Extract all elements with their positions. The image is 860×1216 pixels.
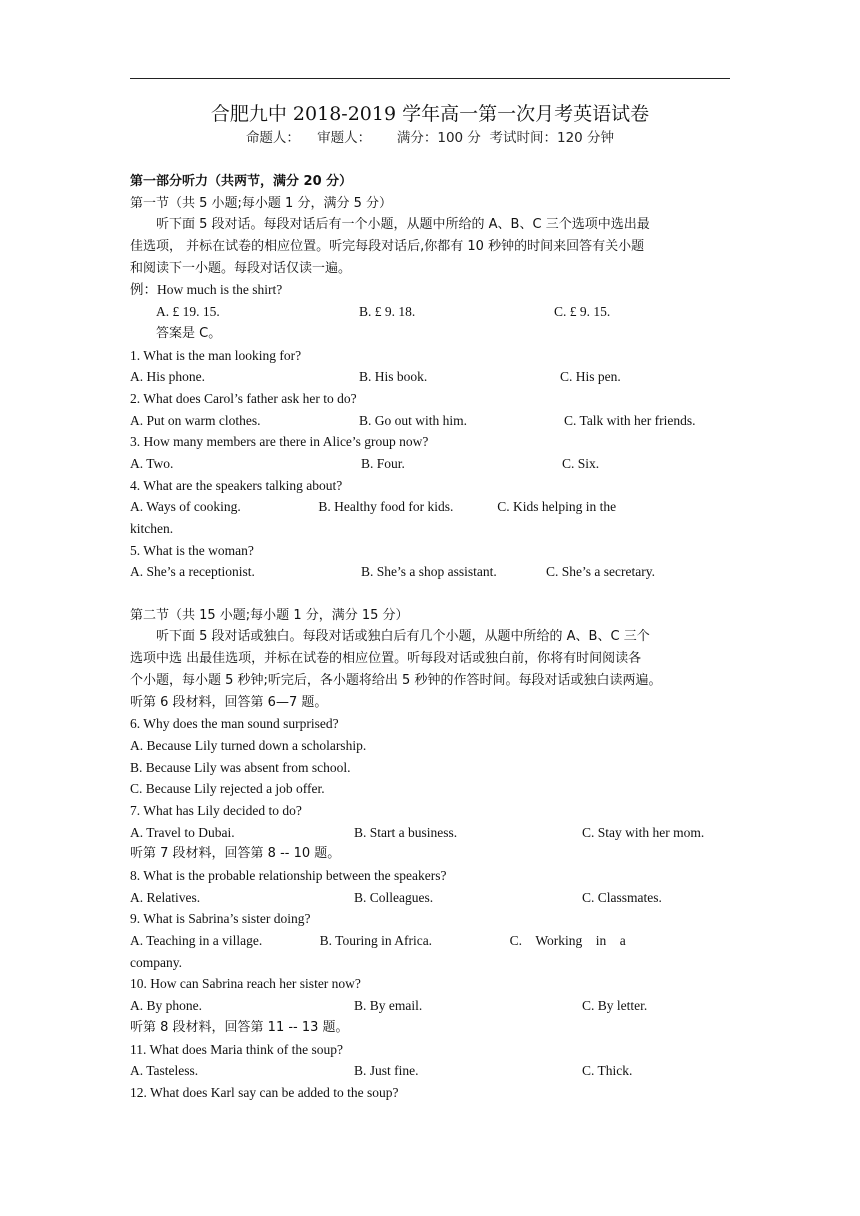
option-c: C. Talk with her friends. [564,412,696,428]
question: 2. What does Carol’s father ask her to do? [130,390,357,406]
section1-instruction-line: 和阅读下一小题。每段对话仅读一遍。 [130,260,352,276]
question-options: A. Teaching in a village. B. Touring in Africa. C. Working in a [130,933,626,949]
header-rule [130,78,730,79]
section1-heading: 第一节（共 5 小题;每小题 1 分，满分 5 分） [130,195,392,211]
question: 12. What does Karl say can be added to the soup? [130,1084,399,1100]
question-options-continued: company. [130,954,182,970]
option-a: A. His phone. [130,369,205,385]
question-options: A. Ways of cooking. B. Healthy food for kids. C. Kids helping in the [130,499,617,515]
option-c: C. His pen. [560,369,621,385]
section2-heading: 第二节（共 15 小题;每小题 1 分，满分 15 分） [130,607,409,623]
option-c: C. Stay with her mom. [582,824,705,840]
option-a: A. Because Lily turned down a scholarship. [130,737,367,753]
option-b: B. Start a business. [354,824,458,840]
option-a: A. Two. [130,455,174,471]
option-a: A. By phone. [130,998,202,1014]
option-c: C. Thick. [582,1063,633,1079]
option-c: C. £ 9. 15. [554,304,611,320]
question-options [130,887,730,909]
option-c: C. Classmates. [582,889,662,905]
option-c: C. Because Lily rejected a job offer. [130,781,325,797]
exam-subtitle: 命题人： 审题人： 满分：100 分 考试时间：120 分钟 [245,130,615,146]
option-b: B. Four. [361,455,405,471]
spacer [130,583,730,605]
option-b: B. Just fine. [354,1063,419,1079]
option-b: B. By email. [354,998,423,1014]
material-note: 听第 7 段材料，回答第 8 -- 10 题。 [130,846,341,862]
question: 11. What does Maria think of the soup? [130,1041,343,1057]
option-a: A. Travel to Dubai. [130,824,235,840]
question-options [130,366,730,388]
option-c: C. Six. [562,455,600,471]
option-a: A. £ 19. 15. [156,304,220,320]
section2-instruction-line: 选项中选 出最佳选项，并标在试卷的相应位置。听每段对话或独白前，你将有时间阅读各 [130,651,642,667]
question: 10. How can Sabrina reach her sister now? [130,976,361,992]
example-question: 例：How much is the shirt? [130,282,283,298]
option-b: B. Go out with him. [359,412,468,428]
option-b: B. She’s a shop assistant. [361,564,497,580]
question: 8. What is the probable relationship between the speakers? [130,868,447,883]
question: 6. Why does the man sound surprised? [130,716,339,732]
option-b: B. Colleagues. [354,889,434,905]
option-a: A. Tasteless. [130,1063,199,1079]
question: 5. What is the woman? [130,542,254,558]
option-b: B. £ 9. 18. [359,304,416,320]
section2-instruction-line: 个小题，每小题 5 秒钟;听完后，各小题将给出 5 秒钟的作答时间。每段对话或独白读两遍。 [130,672,662,688]
question: 7. What has Lily decided to do? [130,802,302,818]
question: 4. What are the speakers talking about? [130,477,343,493]
part1-heading: 第一部分听力（共两节，满分 20 分） [130,174,353,189]
question-options-continued: kitchen. [130,521,174,536]
example-options [130,301,730,323]
material-note: 听第 8 段材料，回答第 11 -- 13 题。 [130,1019,349,1035]
option-c: C. She’s a secretary. [546,564,655,580]
material-note: 听第 6 段材料，回答第 6—7 题。 [130,694,328,710]
question: 3. How many members are there in Alice’s group now? [130,434,429,450]
question: 9. What is Sabrina’s sister doing? [130,911,311,927]
option-a: A. Relatives. [130,889,201,905]
option-c: C. By letter. [582,998,648,1014]
option-b: B. Because Lily was absent from school. [130,759,351,775]
section1-instruction-line: 佳选项， 并标在试卷的相应位置。听完每段对话后,你都有 10 秒钟的时间来回答有关小题 [130,239,645,255]
section2-instruction-line: 听下面 5 段对话或独白。每段对话或独白后有几个小题，从题中所给的 A、B、C 三个 [156,629,650,645]
option-b: B. His book. [359,369,428,385]
option-a: A. She’s a receptionist. [130,564,255,580]
question-options [130,1060,730,1082]
option-a: A. Put on warm clothes. [130,412,261,428]
exam-title: 合肥九中 2018-2019 学年高一第一次月考英语试卷 [210,103,650,125]
question-options [130,410,730,432]
question: 1. What is the man looking for? [130,347,302,363]
exam-content [130,171,730,1104]
example-answer: 答案是 C。 [156,325,222,341]
section1-instruction-line: 听下面 5 段对话。每段对话后有一个小题，从题中所给的 A、B、C 三个选项中选出最 [156,217,650,233]
question-options [130,822,730,844]
question-options [130,561,730,583]
question-options [130,453,730,475]
question-options [130,995,730,1017]
